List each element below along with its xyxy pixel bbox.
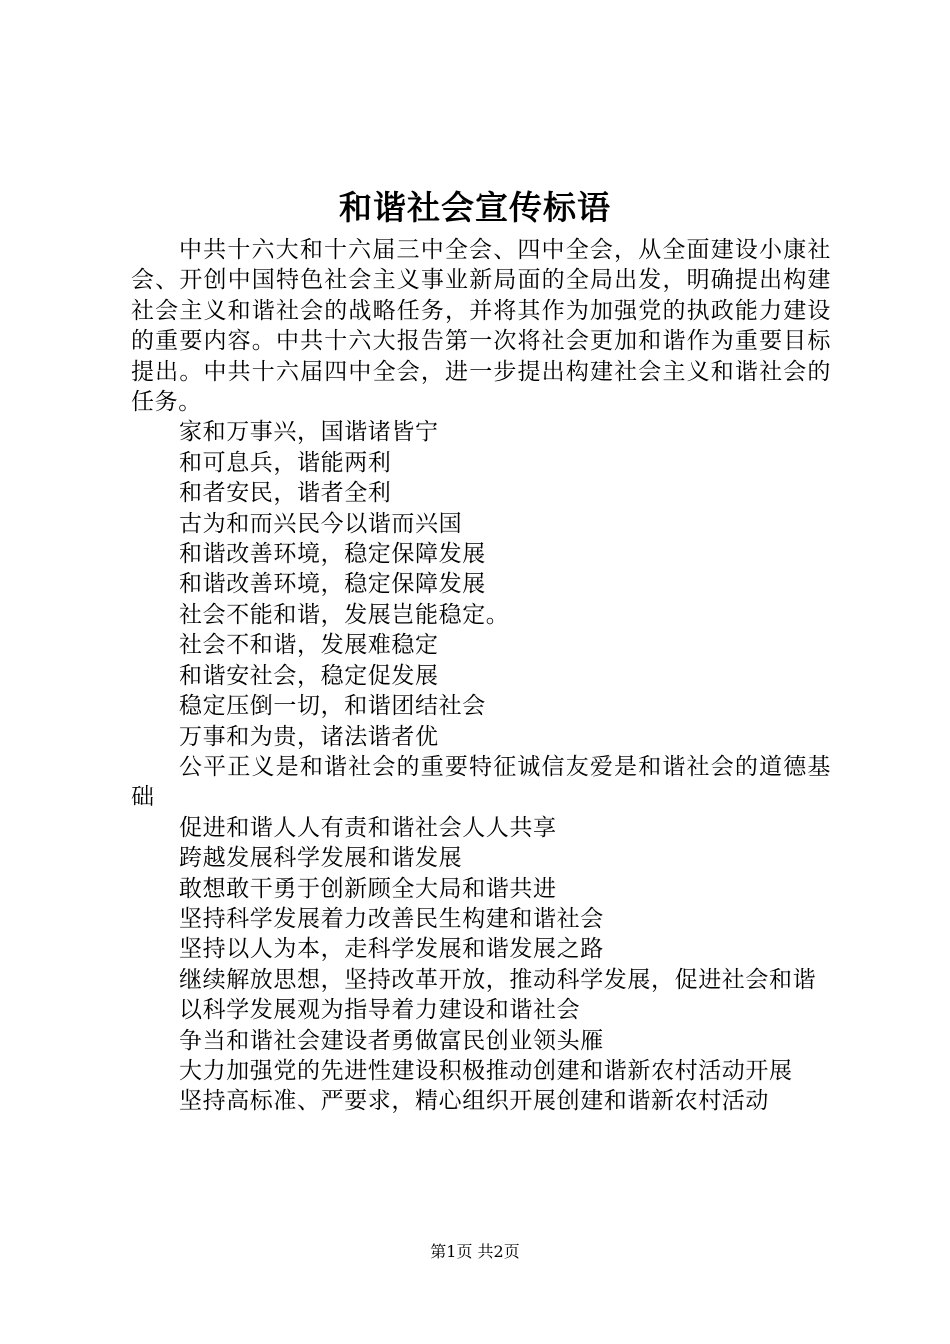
slogan-line: 和谐改善环境，稳定保障发展 <box>179 541 486 568</box>
slogan-line: 坚持高标准、严要求，精心组织开展创建和谐新农村活动 <box>179 1088 769 1115</box>
slogan-line: 跨越发展科学发展和谐发展 <box>179 845 463 872</box>
page-footer: 第1页 共2页 <box>430 1242 520 1261</box>
document-title: 和谐社会宣传标语 <box>339 188 611 227</box>
slogan-line: 坚持科学发展着力改善民生构建和谐社会 <box>179 905 604 932</box>
slogan-line: 和谐改善环境，稳定保障发展 <box>179 571 486 598</box>
slogan-line: 万事和为贵，诸法谐者优 <box>179 723 439 750</box>
slogan-line: 古为和而兴民今以谐而兴国 <box>179 510 463 537</box>
slogan-line: 以科学发展观为指导着力建设和谐社会 <box>179 997 581 1024</box>
document-body <box>131 235 831 1117</box>
slogan-line: 和者安民，谐者全利 <box>179 480 392 507</box>
slogan-line: 社会不和谐，发展难稳定 <box>179 632 439 659</box>
slogan-line: 和可息兵，谐能两利 <box>179 449 392 476</box>
slogan-line: 家和万事兴，国谐诸皆宁 <box>179 419 439 446</box>
slogan-line: 稳定压倒一切，和谐团结社会 <box>179 693 486 720</box>
slogan-line: 坚持以人为本，走科学发展和谐发展之路 <box>179 936 604 963</box>
slogan-line: 大力加强党的先进性建设积极推动创建和谐新农村活动开展 <box>179 1057 793 1084</box>
slogan-line: 和谐安社会，稳定促发展 <box>179 662 439 689</box>
intro-paragraph: 中共十六大和十六届三中全会、四中全会，从全面建设小康社会、开创中国特色社会主义事业新局面的全局出发，明确提出构建社会主义和谐社会的战略任务，并将其作为加强党的执政能力建设的重要内容。中共十六大报告第一次将社会更加和谐作为重要目标提出。中共十六届四中全会，进一步提出构建社会主义和谐社会的任务。 <box>131 237 831 416</box>
slogan-line: 继续解放思想，坚持改革开放，推动科学发展，促进社会和谐 <box>179 966 817 993</box>
slogan-line: 促进和谐人人有责和谐社会人人共享 <box>179 814 557 841</box>
slogan-line: 敢想敢干勇于创新顾全大局和谐共进 <box>179 875 557 902</box>
slogan-line: 公平正义是和谐社会的重要特征诚信友爱是和谐社会的道德基础 <box>131 753 831 811</box>
slogan-line: 社会不能和谐，发展岂能稳定。 <box>179 601 510 628</box>
slogan-line: 争当和谐社会建设者勇做富民创业领头雁 <box>179 1027 604 1054</box>
